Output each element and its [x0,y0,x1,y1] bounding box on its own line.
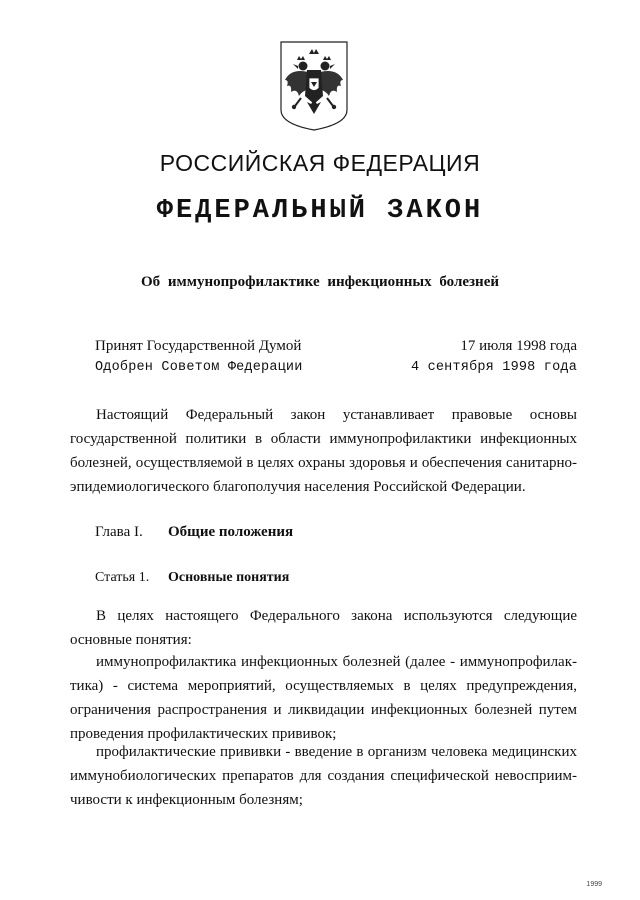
page-mark: 1999 [586,881,602,888]
country-heading: РОССИЙСКАЯ ФЕДЕРАЦИЯ [159,150,481,176]
article-number: Статья 1. [95,570,150,585]
adoption-label: Одобрен Советом Федерации [95,360,303,375]
chapter-name: Общие положения [168,524,294,540]
article-heading [95,570,290,586]
preamble-paragraph: Настоящий Федеральный закон устанавливает правовые основы государственной политики в области иммунопрофилактики инфекционных болезней, осуществляемой в целях охраны здоровья и обеспечения санитарно-эпидемиологического благополучия населения Российской Федерации. [70,407,577,495]
definition-preventive-vaccinations: профилактические прививки - введение в организм человека медицинских иммунобиологических препаратов для создания специфической невосприим-чивости к инфекционным болезням; [70,744,577,808]
definition-immunoprophylaxis: иммунопрофилактика инфекционных болезней (далее - иммунопрофилак-тика) - система мероприятий, осуществляемых в целях предупреждения, ограничения распространения и ликвидации инфекционных болезней путем проведения профилактических прививок; [70,654,577,742]
double-headed-eagle-icon [279,40,349,132]
document-type-heading: ФЕДЕРАЛЬНЫЙ ЗАКОН [156,196,484,226]
article-name: Основные понятия [168,570,290,585]
chapter-number: Глава I. [95,524,143,540]
adoption-label: Принят Государственной Думой [95,338,302,354]
coat-of-arms-emblem [279,40,349,132]
adoption-date: 4 сентября 1998 года [410,360,577,375]
adoption-date: 17 июля 1998 года [460,338,577,354]
article-intro-paragraph: В целях настоящего Федерального закона используются следующие основные понятия: [70,608,577,648]
chapter-heading [95,524,294,541]
law-title: Об иммунопрофилактике инфекционных болезней [140,274,500,290]
